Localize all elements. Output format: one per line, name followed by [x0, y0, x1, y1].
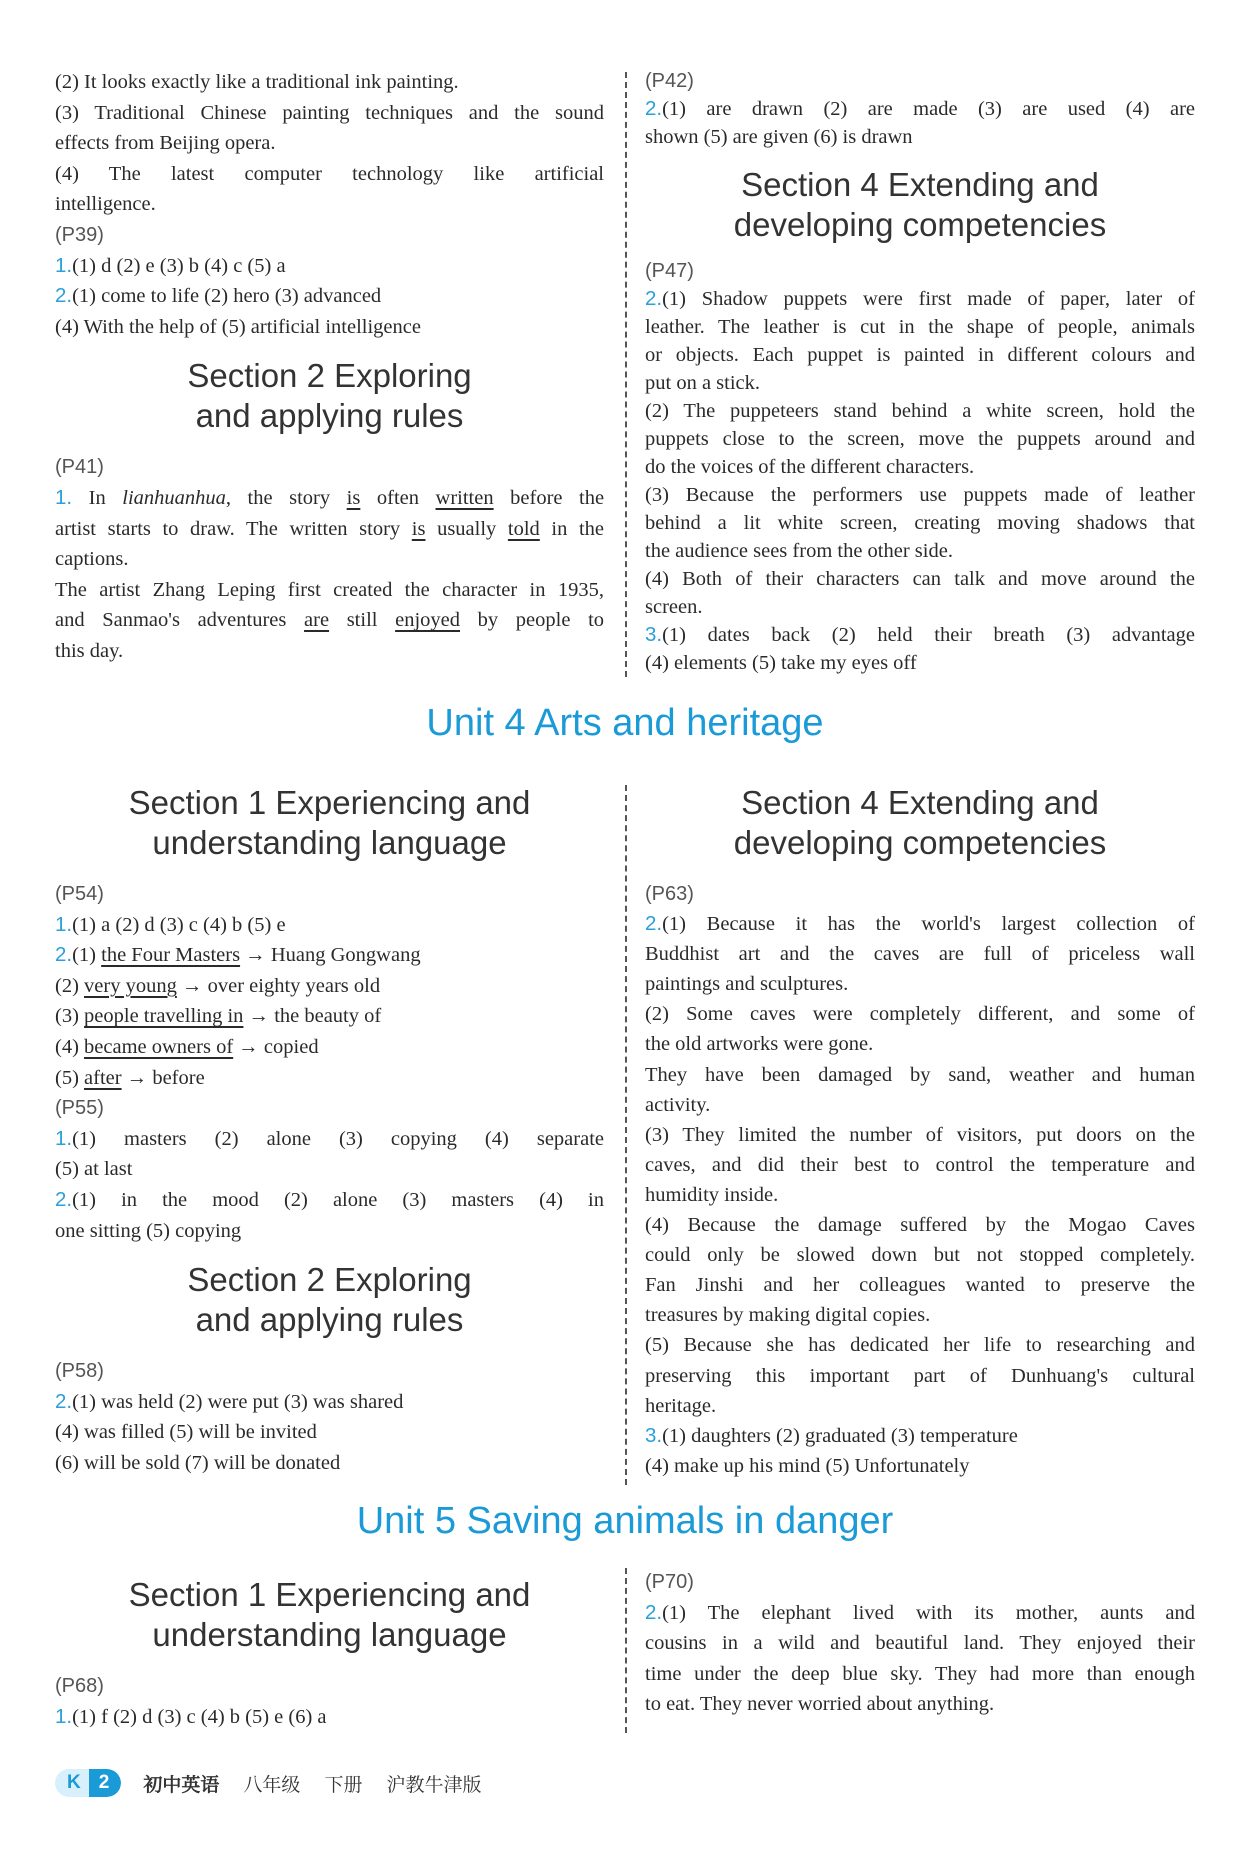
answer-line: this day. [55, 639, 124, 662]
page-ref: (P63) [645, 883, 694, 905]
answer-line: (3) They limited the number of visitors, put doors on the [645, 1123, 1195, 1146]
answer-line: 2.(1) in the mood (2) alone (3) masters (4) in [55, 1187, 604, 1211]
answer-line: 2.(1) The elephant lived with its mother, aunts and [645, 1600, 1195, 1624]
answer-line: (4) Because the damage suffered by the Mogao Caves [645, 1214, 1195, 1237]
answer-line: (4) was filled (5) will be invited [55, 1421, 317, 1444]
answer-line: puppets close to the screen, move the puppets around and [645, 428, 1195, 450]
answer-line: put on a stick. [645, 372, 761, 394]
badge-letter: K [55, 1769, 89, 1797]
answer-line: the audience sees from the other side. [645, 540, 953, 562]
answer-line: (4) The latest computer technology like artificial [55, 162, 604, 185]
answer-line: leather. The leather is cut in the shape of people, animals [645, 316, 1195, 338]
answer-line: 2.(1) are drawn (2) are made (3) are used (4) are [645, 97, 1195, 120]
question-number: 1. [55, 253, 73, 277]
answer-line: humidity inside. [645, 1183, 779, 1206]
page-ref: (P42) [645, 70, 694, 92]
answer-line: (4) With the help of (5) artificial intelligence [55, 315, 421, 338]
answer-line: They have been damaged by sand, weather and human [645, 1063, 1195, 1086]
answer-line: 2.(1) the Four Masters → Huang Gongwang [55, 943, 421, 967]
answer-line: intelligence. [55, 193, 156, 216]
page-ref: (P70) [645, 1571, 694, 1593]
section-heading: Section 4 Extending and developing competencies [733, 166, 1107, 243]
book-grade: 八年级 [243, 1773, 301, 1796]
column-divider-top [625, 72, 627, 677]
answer-line: (3) Because the performers use puppets made of leather [645, 484, 1195, 506]
answer-line: (5) at last [55, 1158, 133, 1181]
section-heading: Section 1 Experiencing and understanding language [128, 1576, 531, 1653]
answer-line: captions. [55, 548, 129, 571]
page-ref: (P41) [55, 456, 104, 479]
section-heading: Section 1 Experiencing and understanding language [128, 784, 531, 861]
column-divider-middle [625, 785, 627, 1485]
answer-line: cousins in a wild and beautiful land. They enjoyed their [645, 1632, 1195, 1655]
answer-line: (2) It looks exactly like a traditional ink painting. [55, 71, 459, 93]
answer-line: one sitting (5) copying [55, 1219, 242, 1242]
page-footer [55, 1766, 500, 1800]
book-edition: 沪教牛津版 [386, 1773, 482, 1796]
page-ref: (P54) [55, 883, 104, 905]
answer-line: behind a lit white screen, creating moving shadows that [645, 512, 1195, 534]
answer-line: 1.(1) a (2) d (3) c (4) b (5) e [55, 912, 286, 936]
page-ref: (P68) [55, 1675, 104, 1697]
answer-line: screen. [645, 596, 703, 618]
answer-line: could only be slowed down but not stopped completely. [645, 1244, 1195, 1267]
answer-line: The artist Zhang Leping first created the character in 1935, [55, 578, 604, 601]
answer-line: the old artworks were gone. [645, 1033, 874, 1056]
page-ref: (P39) [55, 223, 104, 246]
answer-line: 3.(1) daughters (2) graduated (3) temperature [645, 1423, 1018, 1447]
answer-line: 1.(1) f (2) d (3) c (4) b (5) e (6) a [55, 1704, 327, 1728]
answer-line: 1. In lianhuanhua, the story is often written before the [55, 485, 605, 509]
book-info [143, 1770, 499, 1797]
answer-line: (5) after → before [55, 1066, 205, 1089]
top-left-column [55, 67, 604, 667]
answer-line: treasures by making digital copies. [645, 1304, 931, 1327]
answer-line: (3) Traditional Chinese painting techniques and the sound [55, 101, 604, 124]
bottom-left-column [55, 1567, 604, 1732]
answer-line: time under the deep blue sky. They had more than enough [645, 1662, 1195, 1685]
page-ref: (P58) [55, 1360, 104, 1383]
answer-line: caves, and did their best to control the temperature and [645, 1153, 1195, 1176]
answer-line: (4) Both of their characters can talk and move around the [645, 568, 1195, 590]
answer-line: preserving this important part of Dunhuang's cultural [645, 1364, 1195, 1387]
answer-line: Fan Jinshi and her colleagues wanted to preserve the [645, 1274, 1195, 1297]
answer-line: activity. [645, 1093, 711, 1116]
top-right-column [645, 67, 1195, 677]
book-volume: 下册 [324, 1773, 363, 1796]
answer-line: 1.(1) masters (2) alone (3) copying (4) separate [55, 1126, 604, 1150]
page-ref: (P47) [645, 260, 694, 282]
mid-right-column [645, 775, 1195, 1481]
bottom-right-column [645, 1567, 1195, 1720]
mid-left-column [55, 775, 604, 1479]
answer-line: 2.(1) Because it has the world's largest collection of [645, 912, 1195, 936]
answer-line: (5) Because she has dedicated her life to researching and [645, 1334, 1195, 1357]
answer-line: effects from Beijing opera. [55, 132, 276, 155]
question-number: 2. [55, 284, 73, 308]
answer-line: 2.(1) come to life (2) hero (3) advanced [55, 284, 382, 308]
answer-line: and Sanmao's adventures are still enjoyed by people to [55, 609, 605, 632]
unit-4-heading: Unit 4 Arts and heritage [426, 702, 824, 744]
answer-line: shown (5) are given (6) is drawn [645, 126, 913, 148]
answer-line: do the voices of the different characters. [645, 456, 975, 478]
page-number: 2 [89, 1769, 122, 1797]
answer-line: 2.(1) was held (2) were put (3) was shared [55, 1389, 404, 1413]
answer-line: (3) people travelling in → the beauty of [55, 1005, 382, 1028]
answer-line: (6) will be sold (7) will be donated [55, 1451, 341, 1474]
page-ref: (P55) [55, 1097, 104, 1120]
answer-line: 1.(1) d (2) e (3) b (4) c (5) a [55, 253, 286, 277]
answer-line: paintings and sculptures. [645, 973, 849, 996]
answer-line: (4) make up his mind (5) Unfortunately [645, 1454, 970, 1477]
section-heading: Section 2 Exploring and applying rules [187, 357, 472, 435]
answer-line: artist starts to draw. The written story is usually told in the [55, 517, 605, 540]
unit-5-heading: Unit 5 Saving animals in danger [356, 1500, 894, 1542]
book-subject: 初中英语 [143, 1773, 220, 1796]
answer-line: to eat. They never worried about anything. [645, 1693, 995, 1716]
section-heading: Section 2 Exploring and applying rules [187, 1261, 472, 1339]
answer-line: (4) elements (5) take my eyes off [645, 652, 917, 674]
page-badge [55, 1769, 121, 1797]
answer-line: (4) became owners of → copied [55, 1035, 319, 1058]
answer-line: or objects. Each puppet is painted in different colours and [645, 344, 1195, 366]
answer-line: 2.(1) Shadow puppets were first made of paper, later of [645, 287, 1195, 310]
answer-line: heritage. [645, 1394, 717, 1417]
section-heading: Section 4 Extending and developing competencies [733, 784, 1107, 861]
answer-line: (2) Some caves were completely different, and some of [645, 1003, 1195, 1026]
column-divider-bottom [625, 1568, 627, 1733]
answer-line: Buddhist art and the caves are full of priceless wall [645, 943, 1195, 966]
answer-line: 3.(1) dates back (2) held their breath (3) advantage [645, 623, 1195, 646]
answer-line: (2) very young → over eighty years old [55, 974, 381, 997]
answer-line: (2) The puppeteers stand behind a white screen, hold the [645, 400, 1195, 422]
